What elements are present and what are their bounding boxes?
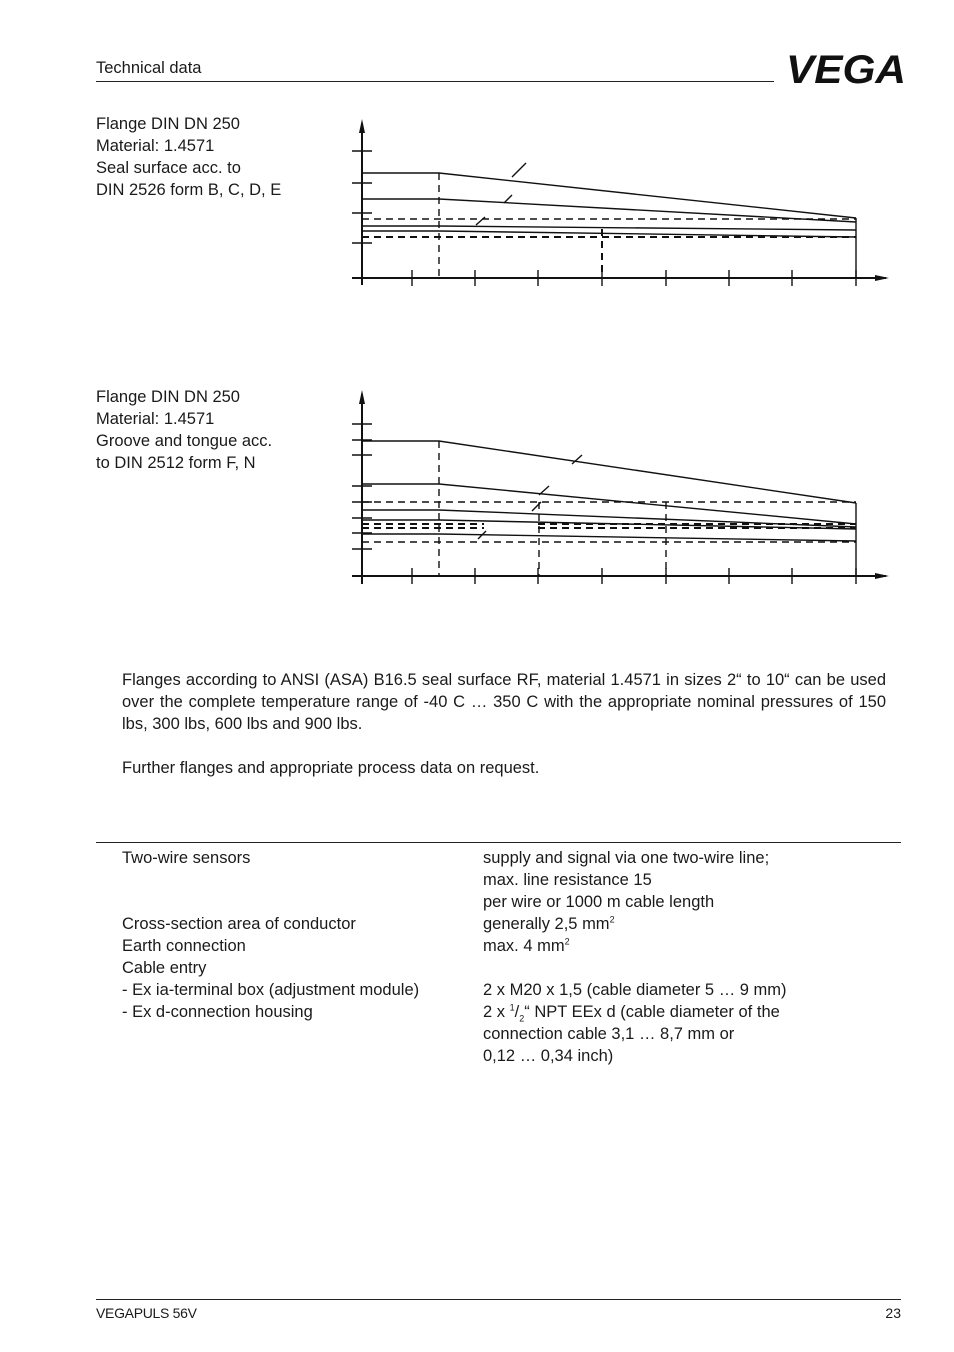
spec-row-cross-section — [122, 913, 903, 935]
spec-value-line: max. line resistance 15 — [483, 871, 652, 889]
spec-label: - Ex d-connection housing — [122, 1003, 313, 1021]
footer-product-name: VEGAPULS 56V — [96, 1305, 197, 1321]
spec-value-line: 0,12 … 0,34 inch) — [483, 1047, 614, 1065]
chart2-diagram — [340, 388, 900, 588]
spec-value — [483, 979, 903, 1001]
chart1-axes — [352, 119, 889, 285]
spec-label: Earth connection — [122, 937, 246, 955]
further-flanges-paragraph: Further flanges and appropriate process data on request. — [122, 759, 540, 777]
page-number: 23 — [885, 1305, 901, 1321]
chart2-caption-line: Groove and tongue acc. — [96, 432, 273, 450]
spec-value-text: “ NPT EEx d (cable diameter of the — [524, 1003, 780, 1021]
chart1-caption — [96, 113, 281, 201]
chart2-caption-line: to DIN 2512 form F, N — [96, 454, 256, 472]
chart1-diagram — [340, 115, 900, 295]
chart2-dashed-lines — [362, 441, 856, 576]
chart2-caption — [96, 386, 272, 474]
spec-label: - Ex ia-terminal box (adjustment module) — [122, 981, 420, 999]
chart2-leader-marks — [478, 455, 582, 539]
fraction-numerator: 1 — [509, 1002, 515, 1013]
chart2-solid-curves — [362, 441, 856, 576]
fraction-denominator: 2 — [519, 1013, 525, 1024]
spec-value-line: supply and signal via one two-wire line; — [483, 849, 770, 867]
table-top-rule — [96, 842, 901, 843]
spec-row-ex-ia — [122, 979, 903, 1001]
spec-label: Cable entry — [122, 959, 207, 977]
chart2-axes — [352, 390, 889, 584]
chart1-solid-curves — [362, 173, 856, 278]
page-header-title: Technical data — [96, 59, 202, 77]
chart1-caption-line: DIN 2526 form B, C, D, E — [96, 181, 282, 199]
footer-rule — [96, 1299, 901, 1300]
superscript: 2 — [609, 914, 615, 925]
spec-value — [483, 847, 903, 913]
spec-value — [483, 935, 903, 957]
spec-row-ex-d — [122, 1001, 903, 1067]
spec-row-cable-entry — [122, 957, 903, 979]
spec-label: Cross-section area of conductor — [122, 915, 356, 933]
chart2-caption-line: Flange DIN DN 250 — [96, 388, 240, 406]
header-rule — [96, 81, 774, 82]
ansi-flange-paragraph: Flanges according to ANSI (ASA) B16.5 seal surface RF, material 1.4571 in sizes 2“ to 10“ can be used over the complete temperature range of -40 C … 350 C with the appropriate nominal pressures of 150 lbs, 300 lbs, 600 lbs and 900 lbs. — [122, 671, 886, 733]
chart1-caption-line: Flange DIN DN 250 — [96, 115, 240, 133]
chart2-caption-line: Material: 1.4571 — [96, 410, 215, 428]
svg-text:VEGA: VEGA — [786, 50, 906, 86]
spec-value-line: 2 x M20 x 1,5 (cable diameter 5 … 9 mm) — [483, 981, 787, 999]
chart1-leader-marks — [476, 163, 526, 225]
spec-label: Two-wire sensors — [122, 849, 251, 867]
spec-value-line: connection cable 3,1 … 8,7 mm or — [483, 1025, 735, 1043]
spec-value: 2 x $^1/_2“$ NPT EEx d (cable diameter of the connection cable 3,1 … 8,7 mm or 0,12 … 0,34 inch) — [483, 1001, 903, 1067]
superscript: 2 — [564, 936, 570, 947]
vega-logo — [786, 50, 908, 86]
spec-row-two-wire — [122, 847, 903, 913]
chart1-caption-line: Material: 1.4571 — [96, 137, 215, 155]
chart1-caption-line: Seal surface acc. to — [96, 159, 241, 177]
spec-value-text: max. 4 mm — [483, 937, 565, 955]
spec-value-text: 2 x — [483, 1003, 510, 1021]
spec-value-line: per wire or 1000 m cable length — [483, 893, 715, 911]
spec-value — [483, 957, 903, 979]
spec-value — [483, 913, 903, 935]
electrical-spec-table — [122, 847, 903, 1067]
spec-value-text: generally 2,5 mm — [483, 915, 610, 933]
spec-row-earth — [122, 935, 903, 957]
